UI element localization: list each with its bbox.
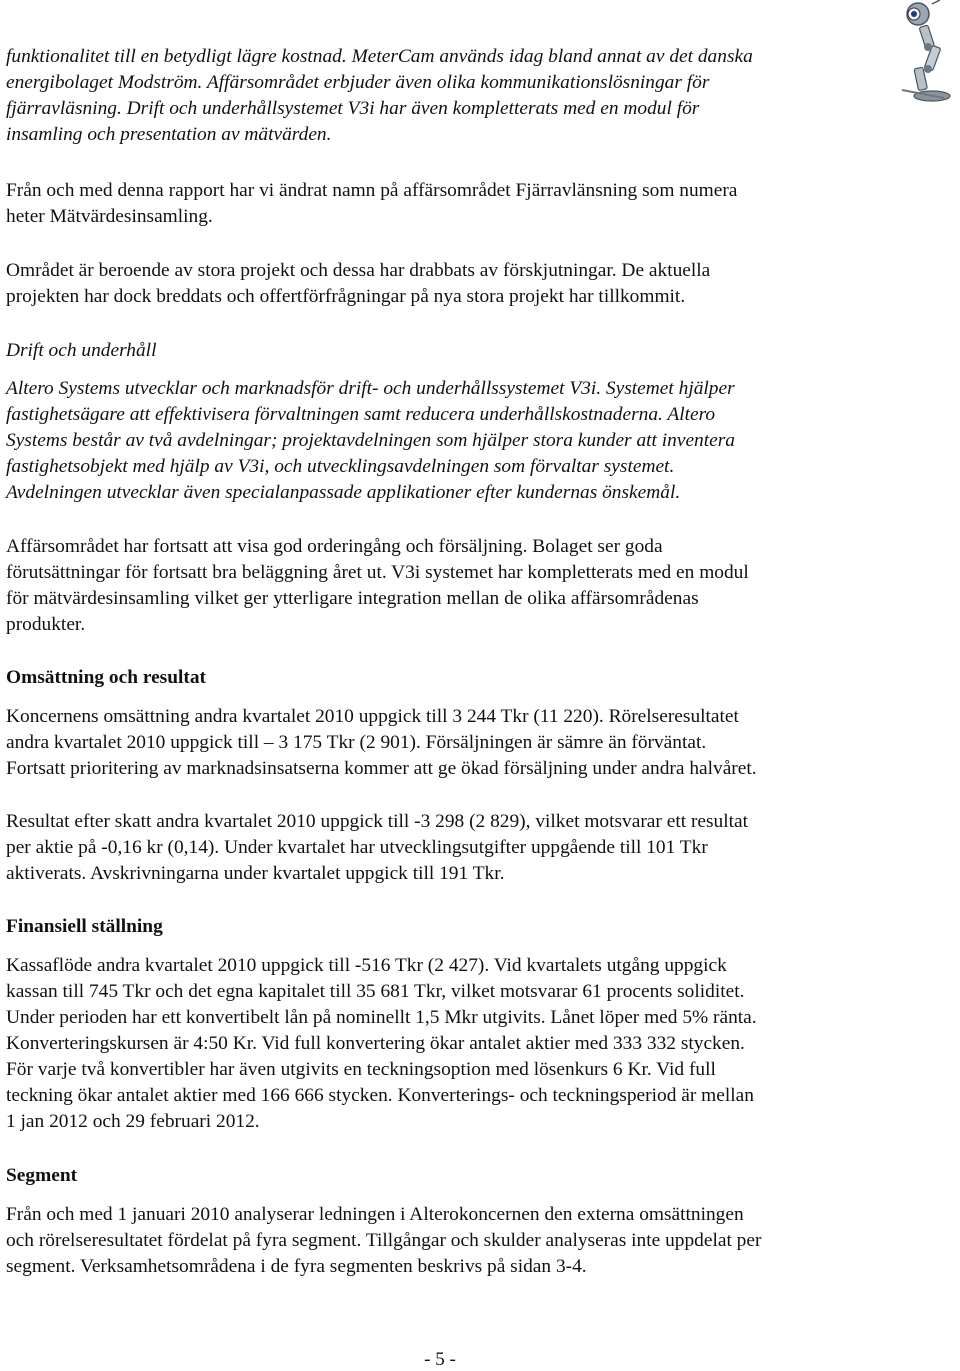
- text-line: Avdelningen utvecklar även specialanpassade applikationer efter kundernas önskemål.: [6, 482, 681, 503]
- text-line: 1 jan 2012 och 29 februari 2012.: [6, 1111, 260, 1132]
- text-line: Området är beroende av stora projekt och dessa har drabbats av förskjutningar. De aktuella: [6, 260, 711, 281]
- text-line: Från och med 1 januari 2010 analyserar ledningen i Alterokoncernen den externa omsättningen: [6, 1204, 744, 1225]
- rename-paragraph: [6, 178, 906, 230]
- business-paragraph: [6, 534, 906, 638]
- segment-heading: Segment: [6, 1165, 78, 1186]
- text-line: förutsättningar för fortsatt bra beläggning året ut. V3i systemet har kompletterats med en modul: [6, 562, 749, 583]
- text-line: projekten har dock breddats och offertförfrågningar på nya stora projekt har tillkommit.: [6, 286, 686, 307]
- text-line: Från och med denna rapport har vi ändrat namn på affärsområdet Fjärravlänsning som numera: [6, 180, 738, 201]
- page-number: - 5 -: [424, 1349, 456, 1370]
- omsattning-paragraph-1: [6, 704, 906, 782]
- finansiell-heading: Finansiell ställning: [6, 916, 163, 937]
- text-line: Koncernens omsättning andra kvartalet 2010 uppgick till 3 244 Tkr (11 220). Rörelseresultatet: [6, 706, 739, 727]
- text-line: fastighetsobjekt med hjälp av V3i, och utvecklingsavdelningen som förvaltar systemet.: [6, 456, 675, 477]
- segment-paragraph: [6, 1202, 906, 1280]
- text-line: fastighetsägare att effektivisera förvaltningen samt reducera underhållskostnaderna. Altero: [6, 404, 716, 425]
- text-line: Under perioden har ett konvertibelt lån på nominellt 1,5 Mkr utgivits. Lånet löper med 5% ränta.: [6, 1007, 757, 1028]
- text-line: och rörelseresultatet fördelat på fyra segment. Tillgångar och skulder analyseras inte uppdelat per: [6, 1230, 762, 1251]
- text-line: segment. Verksamhetsområdena i de fyra segmenten beskrivs på sidan 3-4.: [6, 1256, 587, 1277]
- text-line: Konverteringskursen är 4:50 Kr. Vid full konvertering ökar antalet aktier med 333 332 stycken.: [6, 1033, 745, 1054]
- text-line: Fortsatt prioritering av marknadsinsatserna kommer att ge ökad försäljning under andra halvåret.: [6, 758, 757, 779]
- projects-paragraph: [6, 258, 906, 310]
- text-line: andra kvartalet 2010 uppgick till – 3 175 Tkr (2 901). Försäljningen är sämre än förväntat.: [6, 732, 707, 753]
- text-line: insamling och presentation av mätvärden.: [6, 124, 332, 145]
- intro-paragraph: [6, 44, 753, 148]
- text-line: teckning ökar antalet aktier med 166 666 stycken. Konverterings- och teckningsperiod är mellan: [6, 1085, 754, 1106]
- text-line: Systems består av två avdelningar; projektavdelningen som hjälper stora kunder att inventera: [6, 430, 735, 451]
- text-line: Affärsområdet har fortsatt att visa god orderingång och försäljning. Bolaget ser goda: [6, 536, 663, 557]
- text-line: För varje två konvertibler har även utgivits en teckningsoption med lösenkurs 6 Kr. Vid full: [6, 1059, 716, 1080]
- finansiell-paragraph: [6, 953, 906, 1135]
- text-line: per aktie på -0,16 kr (0,14). Under kvartalet har utvecklingsutgifter uppgående till 101 Tkr: [6, 837, 708, 858]
- omsattning-paragraph-2: [6, 809, 906, 887]
- text-line: kassan till 745 Tkr och det egna kapitalet till 35 681 Tkr, vilket motsvarar 61 procents soliditet.: [6, 981, 745, 1002]
- text-line: produkter.: [6, 614, 86, 635]
- text-line: aktiverats. Avskrivningarna under kvartalet uppgick till 191 Tkr.: [6, 863, 505, 884]
- text-line: Resultat efter skatt andra kvartalet 2010 uppgick till -3 298 (2 829), vilket motsvarar ett resultat: [6, 811, 749, 832]
- text-line: för mätvärdesinsamling vilket ger ytterligare integration mellan de olika affärsområdenas: [6, 588, 699, 609]
- drift-heading: Drift och underhåll: [6, 340, 157, 361]
- drift-paragraph: [6, 376, 906, 506]
- robot-mascot-icon: [888, 0, 960, 104]
- text-line: funktionalitet till en betydligt lägre kostnad. MeterCam används idag bland annat av det danska: [6, 46, 753, 67]
- text-line: energibolaget Modström. Affärsområdet erbjuder även olika kommunikationslösningar för: [6, 72, 710, 93]
- text-line: fjärravläsning. Drift och underhållsystemet V3i har även kompletterats med en modul för: [6, 98, 700, 119]
- text-line: Kassaflöde andra kvartalet 2010 uppgick till -516 Tkr (2 427). Vid kvartalets utgång uppgick: [6, 955, 727, 976]
- omsattning-heading: Omsättning och resultat: [6, 667, 207, 688]
- text-line: Altero Systems utvecklar och marknadsför drift- och underhållssystemet V3i. Systemet hjälper: [6, 378, 735, 399]
- text-line: heter Mätvärdesinsamling.: [6, 206, 213, 227]
